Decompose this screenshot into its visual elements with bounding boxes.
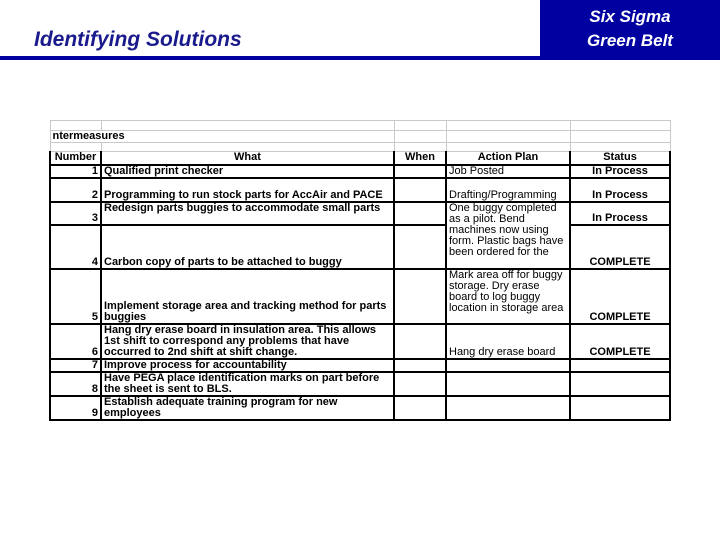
header-rule: [0, 56, 720, 60]
row-status: In Process: [570, 178, 670, 202]
countermeasures-table: [49, 120, 671, 421]
row-action-plan: Drafting/Programming: [446, 178, 570, 202]
table-row: [50, 324, 670, 359]
row-when: [394, 165, 446, 178]
blank-row: [50, 121, 670, 131]
table-row: [50, 359, 670, 372]
row-number: 2: [50, 178, 101, 202]
row-status: [570, 372, 670, 396]
row-action-plan: Job Posted: [446, 165, 570, 178]
table-header-row: [50, 152, 670, 166]
row-what: Implement storage area and tracking method for parts buggies: [101, 269, 394, 324]
table-row: [50, 269, 670, 324]
header-action-plan: Action Plan: [446, 152, 570, 166]
row-action-plan: [446, 396, 570, 420]
row-what: Programming to run stock parts for AccAir and PACE: [101, 178, 394, 202]
brand-line-1: Six Sigma: [589, 7, 671, 26]
row-what: Carbon copy of parts to be attached to buggy: [101, 225, 394, 269]
row-number: 3: [50, 202, 101, 225]
row-number: 5: [50, 269, 101, 324]
row-number: 7: [50, 359, 101, 372]
row-status: COMPLETE: [570, 225, 670, 269]
row-number: 1: [50, 165, 101, 178]
row-action-plan: [446, 372, 570, 396]
header-when: When: [394, 152, 446, 166]
row-when: [394, 202, 446, 225]
header-number: Number: [50, 152, 101, 166]
brand-line-2: Green Belt: [587, 31, 673, 50]
row-status: [570, 396, 670, 420]
row-when: [394, 225, 446, 269]
row-number: 6: [50, 324, 101, 359]
table-row: [50, 178, 670, 202]
row-number: 9: [50, 396, 101, 420]
brand-box: [540, 0, 720, 60]
row-status: [570, 359, 670, 372]
slide-title: Identifying Solutions: [34, 28, 242, 51]
row-when: [394, 372, 446, 396]
header-what: What: [101, 152, 394, 166]
row-action-plan: [446, 359, 570, 372]
row-action-plan: [446, 202, 570, 269]
row-what: Redesign parts buggies to accommodate small parts: [101, 202, 394, 225]
row-status: COMPLETE: [570, 269, 670, 324]
row-action-plan: Mark area off for buggy storage. Dry erase board to log buggy location in storage area: [446, 269, 570, 324]
row-number: 4: [50, 225, 101, 269]
countermeasures-sheet: [49, 120, 671, 420]
row-when: [394, 359, 446, 372]
header-status: Status: [570, 152, 670, 166]
row-what: Improve process for accountability: [101, 359, 394, 372]
row-what: Hang dry erase board in insulation area. This allows 1st shift to correspond any problems that have occurred to 2nd shift at shift change.: [101, 324, 394, 359]
row-what: Have PEGA place identification marks on part before the sheet is sent to BLS.: [101, 372, 394, 396]
row-number: 8: [50, 372, 101, 396]
row-status: In Process: [570, 202, 670, 225]
row-status: COMPLETE: [570, 324, 670, 359]
table-row: [50, 396, 670, 420]
action-plan-text: One buggy completed as a pilot. Bend machines now using form. Plastic bags have been ordered for the: [449, 203, 564, 258]
table-row: [50, 225, 670, 269]
row-action-plan: Hang dry erase board: [446, 324, 570, 359]
row-what: Establish adequate training program for new employees: [101, 396, 394, 420]
table-row: [50, 202, 670, 225]
gap-row: [50, 143, 670, 152]
row-what: Qualified print checker: [101, 165, 394, 178]
row-when: [394, 324, 446, 359]
sheet-caption: ntermeasures: [50, 131, 394, 143]
table-row: [50, 165, 670, 178]
row-when: [394, 269, 446, 324]
row-when: [394, 396, 446, 420]
caption-row: [50, 131, 670, 143]
table-row: [50, 372, 670, 396]
row-when: [394, 178, 446, 202]
row-status: In Process: [570, 165, 670, 178]
